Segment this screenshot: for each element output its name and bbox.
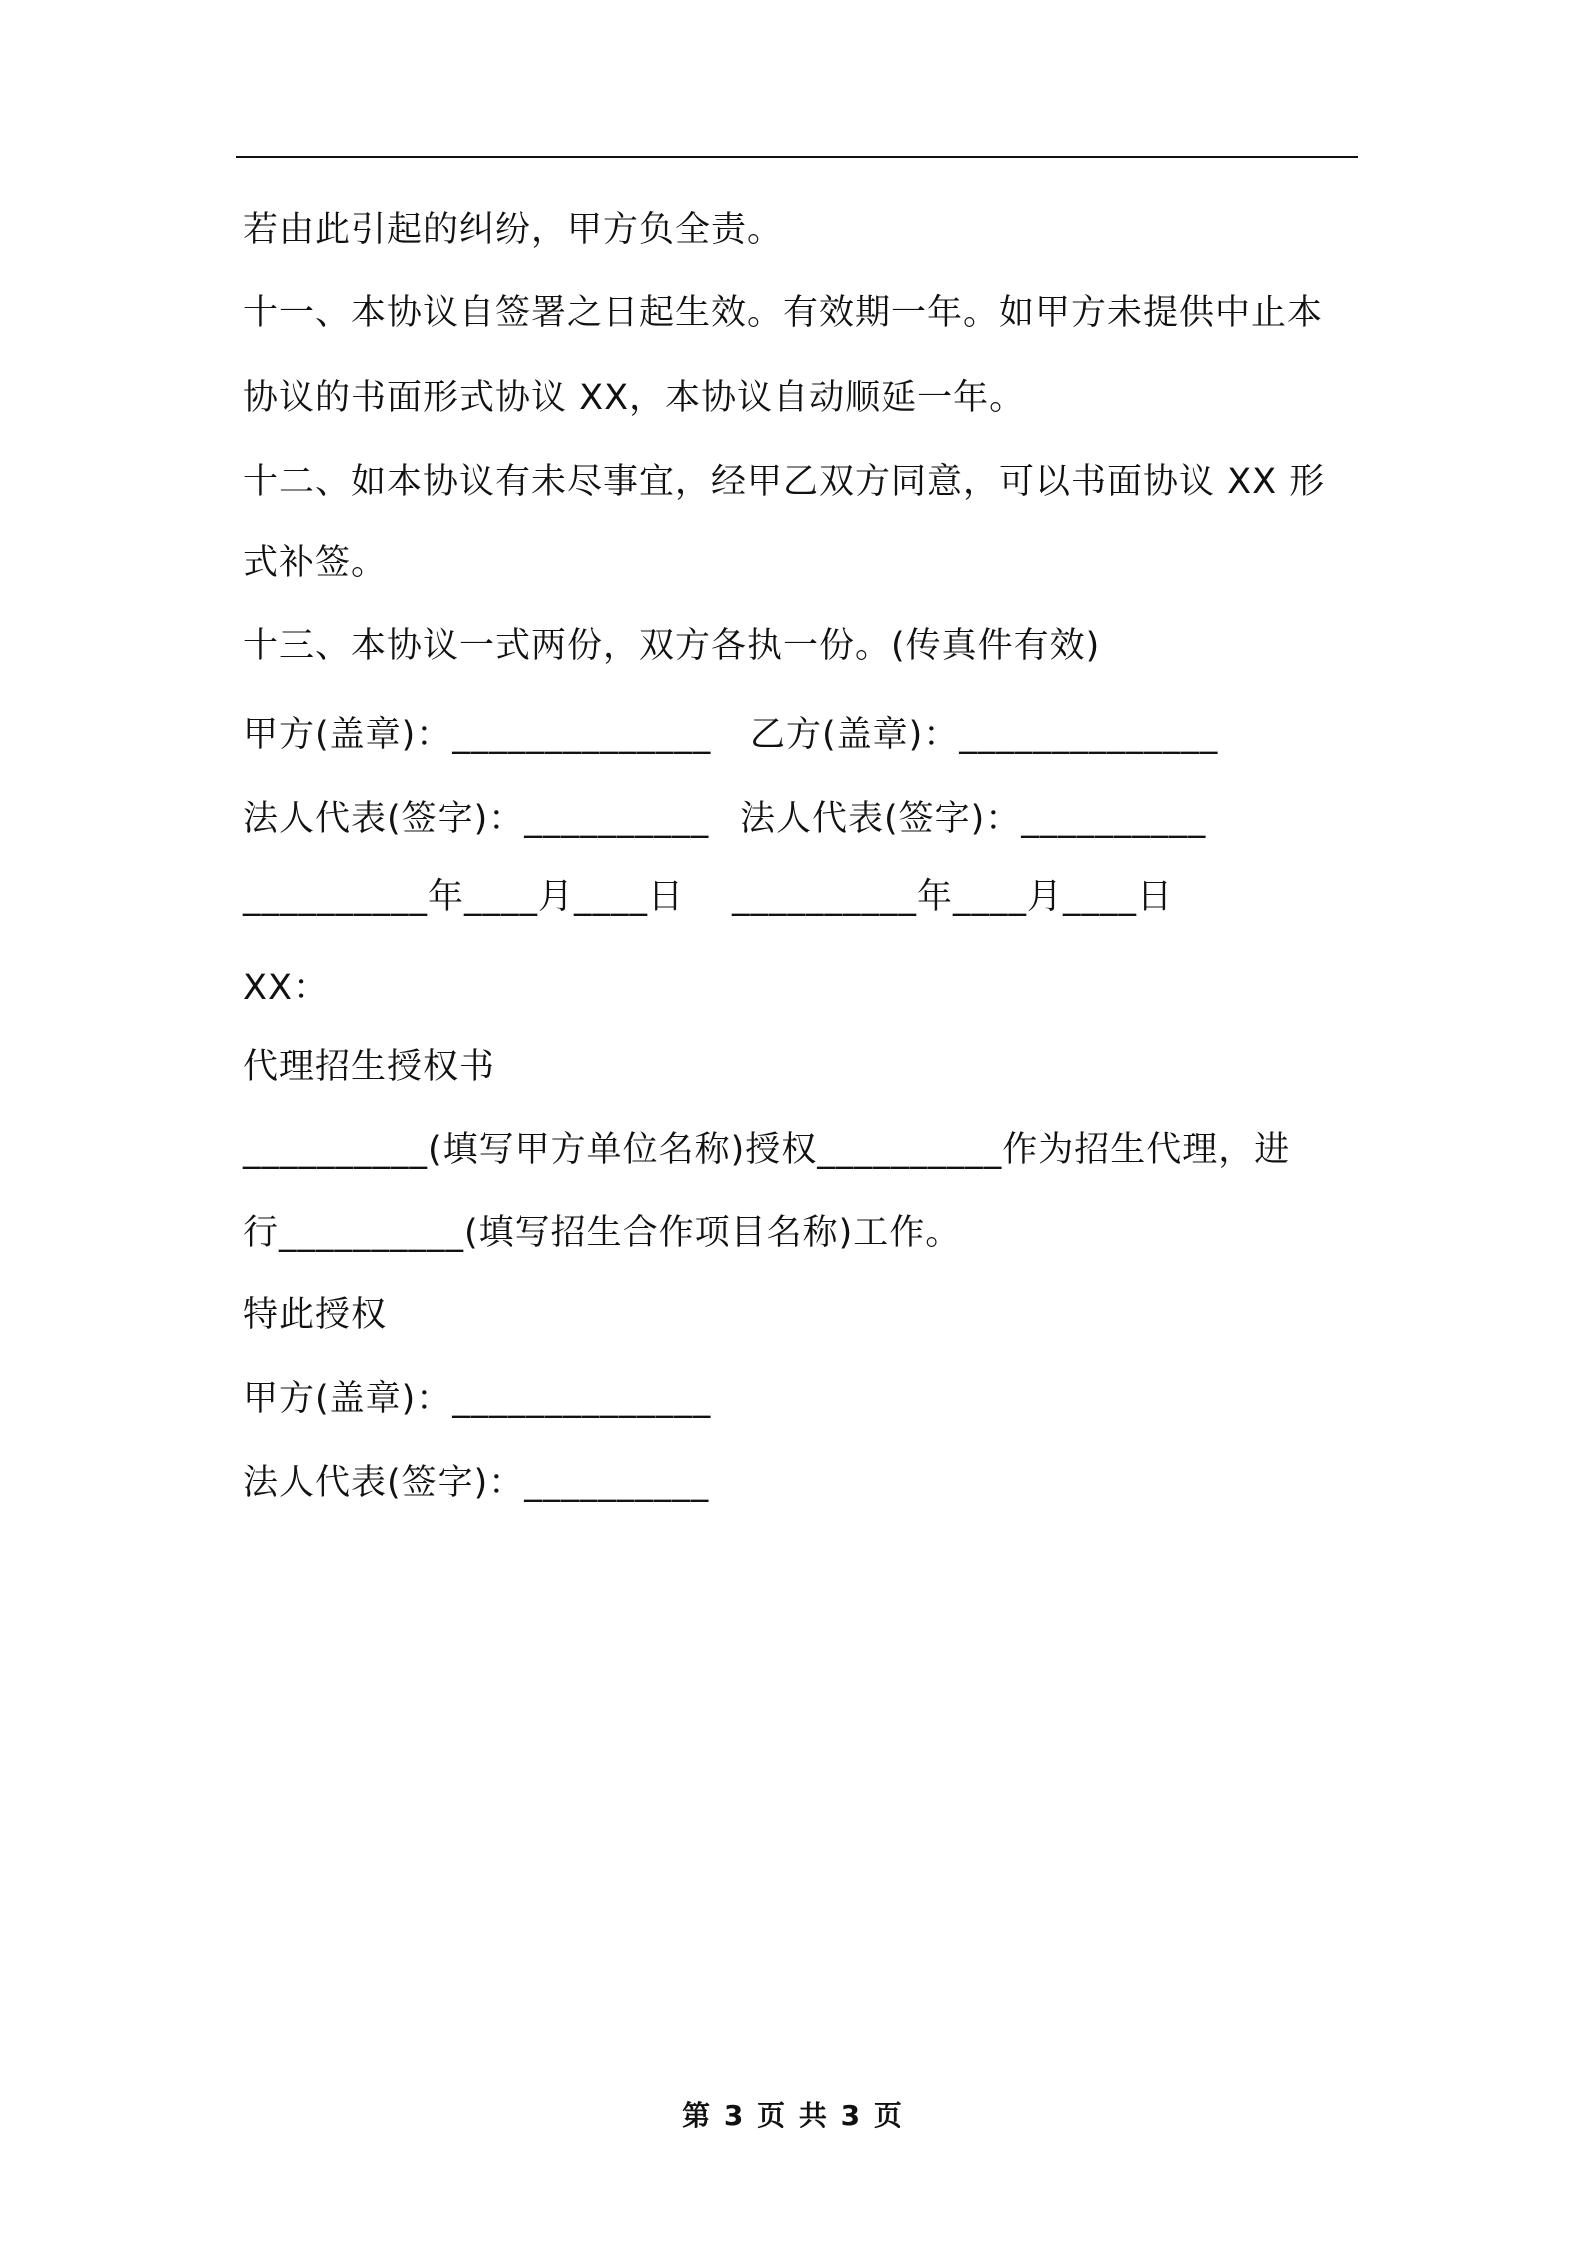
legal-rep-b-field: 法人代表(签字)：__________ [740, 799, 1207, 839]
clause-twelve-line-2: 式补签。 [243, 543, 388, 583]
date-b-field: __________年____月____日 [732, 877, 1174, 917]
date-a-field: __________年____月____日 [243, 877, 685, 917]
authorization-closing: 特此授权 [243, 1295, 388, 1335]
clause-ten-continuation: 若由此引起的纠纷，甲方负全责。 [243, 210, 784, 250]
party-a-seal-field: 甲方(盖章)：______________ [243, 715, 712, 755]
authorization-body-line-1: __________(填写甲方单位名称)授权__________作为招生代理，进 [243, 1130, 1291, 1170]
clause-eleven-line-2: 协议的书面形式协议 XX，本协议自动顺延一年。 [243, 378, 1026, 418]
legal-rep-a-field: 法人代表(签字)：__________ [243, 799, 710, 839]
clause-thirteen: 十三、本协议一式两份，双方各执一份。(传真件有效) [243, 626, 1101, 666]
authorization-legal-rep: 法人代表(签字)：__________ [243, 1463, 710, 1503]
clause-twelve-line-1: 十二、如本协议有未尽事宜，经甲乙双方同意，可以书面协议 XX 形 [243, 462, 1326, 502]
header-rule [236, 156, 1358, 158]
authorization-title: 代理招生授权书 [243, 1047, 496, 1087]
authorization-party-a-seal: 甲方(盖章)：______________ [243, 1379, 712, 1419]
salutation: XX： [243, 968, 329, 1008]
page-indicator: 第 3 页 共 3 页 [682, 2099, 904, 2132]
clause-eleven-line-1: 十一、本协议自签署之日起生效。有效期一年。如甲方未提供中止本 [243, 293, 1324, 333]
party-b-seal-field: 乙方(盖章)：______________ [750, 715, 1219, 755]
authorization-body-line-2: 行__________(填写招生合作项目名称)工作。 [243, 1213, 962, 1253]
